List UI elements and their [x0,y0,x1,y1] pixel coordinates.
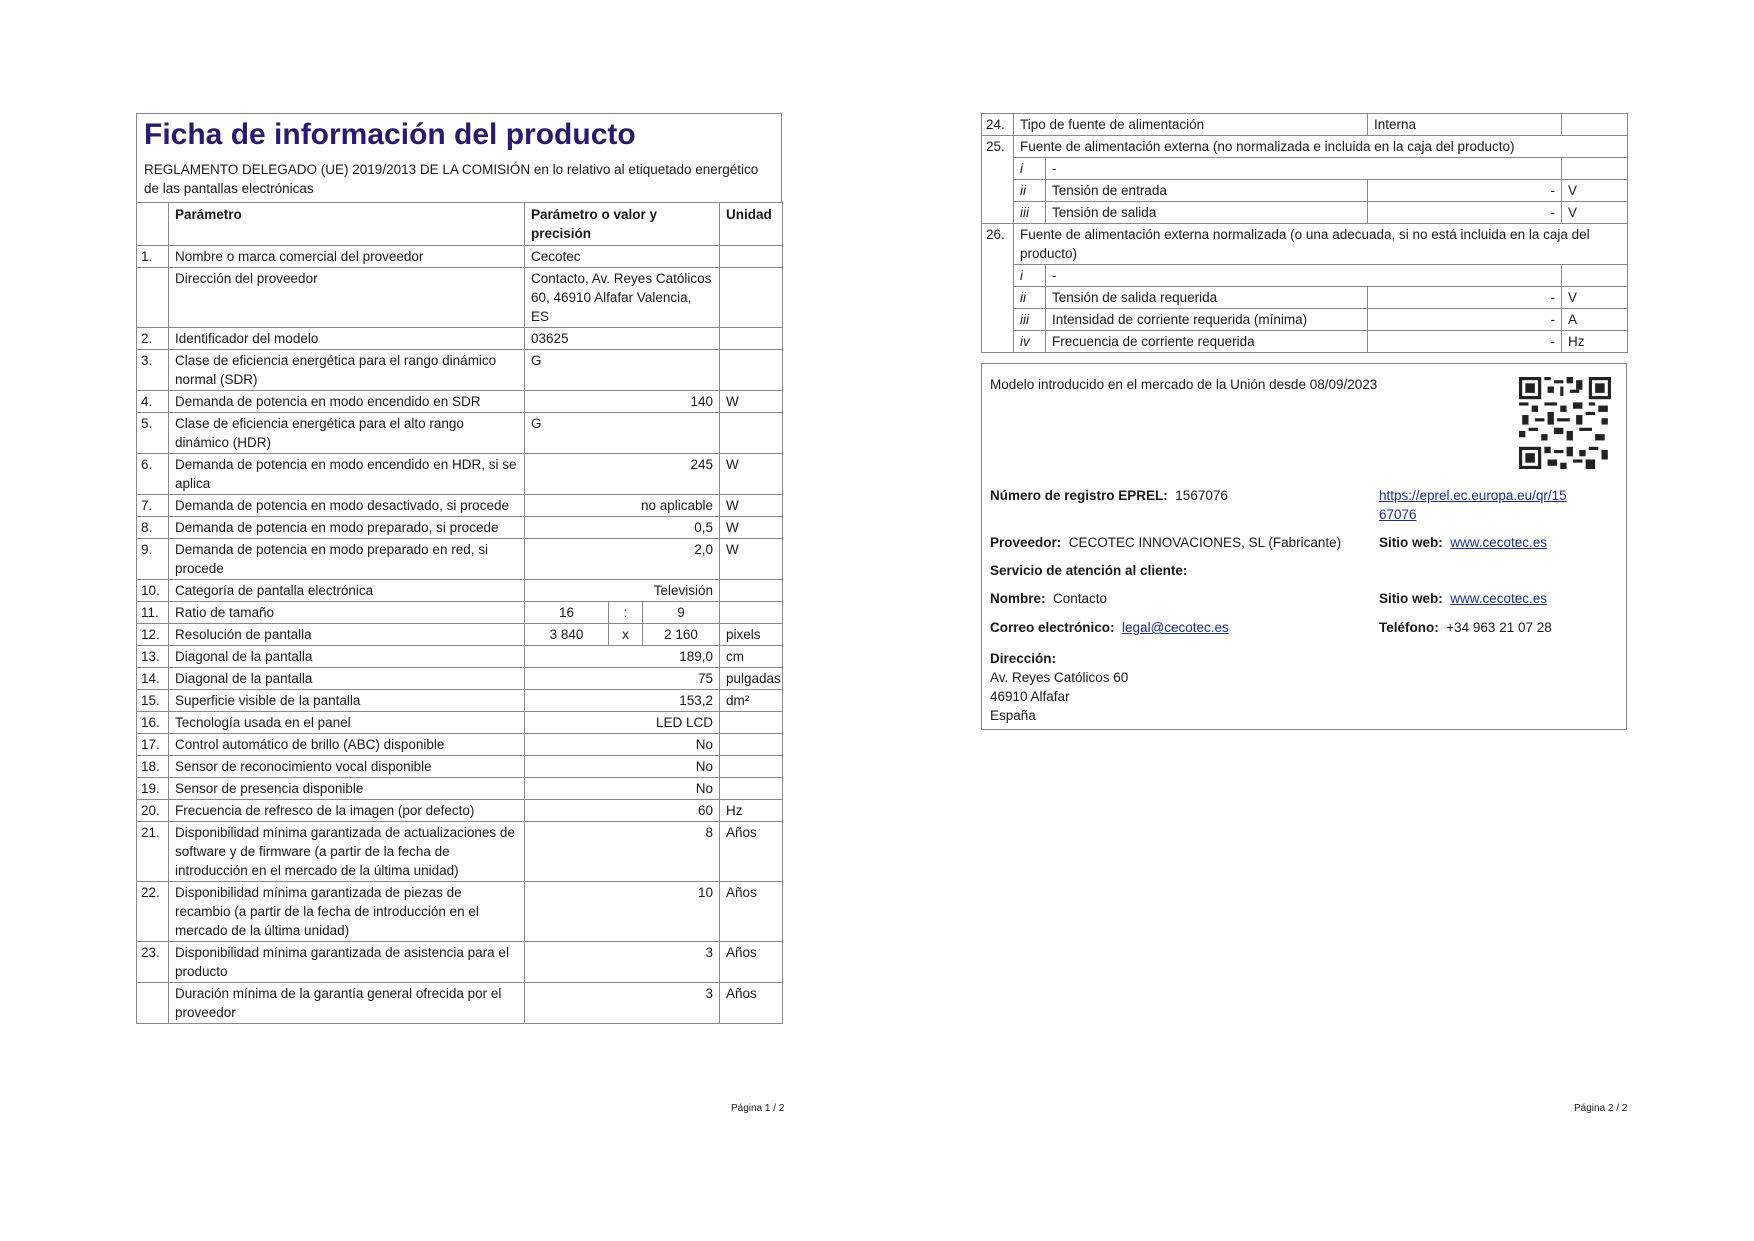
table-row [137,711,783,733]
row-value: Contacto, Av. Reyes Católicos 60, 46910 Alfafar Valencia, ES [525,267,720,327]
row-unit [1562,114,1628,136]
eprel-value: 1567076 [1175,488,1228,503]
row-unit: Años [720,881,783,941]
eprel-url-line-2[interactable]: 67076 [1379,507,1417,522]
supplier-label: Proveedor: [990,535,1062,550]
row-parameter: Fuente de alimentación externa normalizada (o una adecuada, si no está incluida en la caja del producto) [1014,224,1628,265]
row-value-b: 9 [643,601,720,623]
sub-unit: V [1562,287,1628,309]
row-parameter: Diagonal de la pantalla [169,667,525,689]
sub-value: - [1368,309,1562,331]
name-label: Nombre: [990,591,1046,606]
table-row [982,287,1628,309]
address-block [990,649,1128,725]
sub-value: - [1368,202,1562,224]
table-row [137,777,783,799]
row-unit [720,327,783,349]
row-unit: pulgadas [720,667,783,689]
row-value: G [525,349,720,390]
eprel-url-line-1[interactable]: https://eprel.ec.europa.eu/qr/15 [1379,488,1567,503]
row-number: 3. [137,349,169,390]
contact-phone [1379,618,1552,637]
row-parameter: Demanda de potencia en modo preparado, si procede [169,516,525,538]
row-number: 14. [137,667,169,689]
table-row [982,136,1628,158]
row-parameter: Demanda de potencia en modo desactivado, si procede [169,494,525,516]
row-number: 20. [137,799,169,821]
row-parameter: Disponibilidad mínima garantizada de asistencia para el producto [169,941,525,982]
table-row [137,494,783,516]
row-number: 6. [137,453,169,494]
address-line-2: 46910 Alfafar [990,689,1070,704]
row-number: 9. [137,538,169,579]
eprel-label: Número de registro EPREL: [990,488,1168,503]
header-unit: Unidad [720,202,783,245]
table-row [137,982,783,1023]
row-value: 189,0 [525,645,720,667]
row-number: 12. [137,623,169,645]
row-number: 2. [137,327,169,349]
row-value: G [525,412,720,453]
row-number: 25. [982,136,1014,224]
row-number: 26. [982,224,1014,353]
contact-name [990,589,1107,608]
table-row [982,265,1628,287]
row-number: 13. [137,645,169,667]
row-number: 7. [137,494,169,516]
sub-index: ii [1014,287,1046,309]
row-unit: pixels [720,623,783,645]
power-supply-body [982,114,1628,353]
row-value: Interna [1368,114,1562,136]
row-value: 03625 [525,327,720,349]
email-label: Correo electrónico: [990,620,1115,635]
table-row [137,516,783,538]
row-number: 17. [137,733,169,755]
row-parameter: Fuente de alimentación externa (no normalizada e incluida en la caja del producto) [1014,136,1628,158]
contact-email [990,618,1229,637]
row-unit [720,412,783,453]
row-parameter: Clase de eficiencia energética para el rango dinámico normal (SDR) [169,349,525,390]
table-row [982,202,1628,224]
row-value: 140 [525,390,720,412]
table-row [137,689,783,711]
row-number: 5. [137,412,169,453]
row-value: 245 [525,453,720,494]
sub-parameter: Tensión de salida [1046,202,1368,224]
row-number: 16. [137,711,169,733]
row-number: 11. [137,601,169,623]
sub-index: iii [1014,309,1046,331]
table-row [137,941,783,982]
table-row [137,821,783,881]
document-title: Ficha de información del producto [144,118,636,151]
row-value-a: 16 [525,601,609,623]
table-row [137,799,783,821]
row-number [137,982,169,1023]
row-number: 18. [137,755,169,777]
sub-unit: V [1562,180,1628,202]
table-row [982,331,1628,353]
qr-code-icon[interactable] [1519,377,1611,469]
website2-label: Sitio web: [1379,591,1443,606]
table-row [137,267,783,327]
table-row [137,755,783,777]
row-parameter: Disponibilidad mínima garantizada de piezas de recambio (a partir de la fecha de introducción en el mercado de la última unidad) [169,881,525,941]
row-number: 10. [137,579,169,601]
row-parameter: Identificador del modelo [169,327,525,349]
row-parameter: Sensor de presencia disponible [169,777,525,799]
table-row [137,349,783,390]
row-unit: W [720,516,783,538]
row-number: 15. [137,689,169,711]
sub-unit: Hz [1562,331,1628,353]
table-row [137,538,783,579]
row-value: Televisión [525,579,720,601]
table-body [137,245,783,1023]
row-unit [720,733,783,755]
row-parameter: Tipo de fuente de alimentación [1014,114,1368,136]
row-unit: dm² [720,689,783,711]
sub-parameter: - [1046,158,1562,180]
row-number: 21. [137,821,169,881]
row-unit [720,755,783,777]
sub-index: iii [1014,202,1046,224]
row-value-a: 3 840 [525,623,609,645]
table-row [137,667,783,689]
row-number: 22. [137,881,169,941]
table-row [137,327,783,349]
row-value: No [525,777,720,799]
sub-parameter: Frecuencia de corriente requerida [1046,331,1368,353]
page-footer-2: Página 2 / 2 [1574,1103,1628,1114]
service-website [1379,589,1547,608]
supplier-website [1379,533,1547,552]
table-row [982,114,1628,136]
row-parameter: Disponibilidad mínima garantizada de actualizaciones de software y de firmware (a partir de la fecha de introducción en el mercado de la última unidad) [169,821,525,881]
row-parameter: Diagonal de la pantalla [169,645,525,667]
row-value: No [525,733,720,755]
row-unit: Años [720,941,783,982]
row-parameter: Duración mínima de la garantía general ofrecida por el proveedor [169,982,525,1023]
sub-index: ii [1014,180,1046,202]
row-unit [720,245,783,267]
row-parameter: Superficie visible de la pantalla [169,689,525,711]
page-1 [136,113,782,1024]
row-parameter: Clase de eficiencia energética para el alto rango dinámico (HDR) [169,412,525,453]
header-param: Parámetro [169,202,525,245]
sub-parameter: Tensión de entrada [1046,180,1368,202]
row-value: 2,0 [525,538,720,579]
row-unit [720,267,783,327]
address-label: Dirección: [990,651,1057,666]
row-number: 24. [982,114,1014,136]
row-number: 1. [137,245,169,267]
sub-parameter: Tensión de salida requerida [1046,287,1368,309]
row-value-b: 2 160 [643,623,720,645]
row-value: 8 [525,821,720,881]
sub-parameter: Intensidad de corriente requerida (mínima) [1046,309,1368,331]
sub-unit [1562,158,1628,180]
eprel-info-box [981,363,1627,730]
table-row [137,453,783,494]
table-row [137,623,783,645]
row-value-separator: : [609,601,643,623]
table-row [137,645,783,667]
row-value: 3 [525,941,720,982]
row-unit [720,601,783,623]
table-row [137,601,783,623]
market-date: Modelo introducido en el mercado de la Unión desde 08/09/2023 [990,377,1378,392]
row-value: 153,2 [525,689,720,711]
sub-value: - [1368,180,1562,202]
row-unit: W [720,453,783,494]
eprel-registration [990,486,1228,505]
row-unit: W [720,390,783,412]
table-row [137,390,783,412]
sub-parameter: - [1046,265,1562,287]
sub-unit [1562,265,1628,287]
table-row [137,733,783,755]
row-number: 4. [137,390,169,412]
sub-index: iv [1014,331,1046,353]
row-parameter: Demanda de potencia en modo encendido en SDR [169,390,525,412]
table-row [137,412,783,453]
row-parameter: Ratio de tamaño [169,601,525,623]
row-value: 60 [525,799,720,821]
row-parameter: Demanda de potencia en modo encendido en HDR, si se aplica [169,453,525,494]
eprel-link[interactable] [1379,486,1567,524]
table-row [982,309,1628,331]
table-header-row [137,202,783,245]
website2-link[interactable]: www.cecotec.es [1450,591,1548,606]
row-value: No [525,755,720,777]
row-parameter: Sensor de reconocimiento vocal disponible [169,755,525,777]
row-unit: Hz [720,799,783,821]
row-unit: Años [720,982,783,1023]
website-link[interactable]: www.cecotec.es [1450,535,1548,550]
supplier-value: CECOTEC INNOVACIONES, SL (Fabricante) [1068,535,1342,550]
sub-value: - [1368,331,1562,353]
row-number: 23. [137,941,169,982]
row-parameter: Frecuencia de refresco de la imagen (por defecto) [169,799,525,821]
row-value: 75 [525,667,720,689]
row-value: 10 [525,881,720,941]
row-value: no aplicable [525,494,720,516]
row-number [137,267,169,327]
row-parameter: Tecnología usada en el panel [169,711,525,733]
power-supply-table [981,113,1628,353]
email-link[interactable]: legal@cecotec.es [1122,620,1229,635]
row-number: 19. [137,777,169,799]
table-row [137,579,783,601]
row-unit: W [720,494,783,516]
table-row [137,245,783,267]
sub-unit: V [1562,202,1628,224]
row-value: Cecotec [525,245,720,267]
row-unit [720,349,783,390]
row-unit [720,579,783,601]
row-number: 8. [137,516,169,538]
title-box [136,113,782,202]
address-line-1: Av. Reyes Católicos 60 [990,670,1129,685]
row-parameter: Dirección del proveedor [169,267,525,327]
sub-unit: A [1562,309,1628,331]
row-parameter: Demanda de potencia en modo preparado en red, si procede [169,538,525,579]
row-value: 0,5 [525,516,720,538]
document-subtitle: REGLAMENTO DELEGADO (UE) 2019/2013 DE LA COMISIÓN en lo relativo al etiquetado energético de las pantallas electrónicas [144,161,759,196]
page-footer-1: Página 1 / 2 [731,1103,785,1114]
page-2 [981,113,1627,730]
table-row [137,881,783,941]
table-row [982,180,1628,202]
row-unit: W [720,538,783,579]
row-parameter: Categoría de pantalla electrónica [169,579,525,601]
customer-service-label: Servicio de atención al cliente: [990,563,1188,578]
table-row [982,158,1628,180]
supplier [990,533,1341,552]
website-label: Sitio web: [1379,535,1443,550]
header-num [137,202,169,245]
sub-index: i [1014,265,1046,287]
row-value: LED LCD [525,711,720,733]
row-unit [720,711,783,733]
row-value-separator: x [609,623,643,645]
phone-value: +34 963 21 07 28 [1446,620,1552,635]
address-line-3: España [990,708,1036,723]
table-row [982,224,1628,265]
sub-value: - [1368,287,1562,309]
row-parameter: Control automático de brillo (ABC) disponible [169,733,525,755]
row-unit: Años [720,821,783,881]
header-value: Parámetro o valor y precisión [525,202,720,245]
sub-index: i [1014,158,1046,180]
row-unit [720,777,783,799]
product-info-table [136,202,783,1024]
row-unit: cm [720,645,783,667]
name-value: Contacto [1053,591,1108,606]
row-parameter: Resolución de pantalla [169,623,525,645]
phone-label: Teléfono: [1379,620,1439,635]
row-parameter: Nombre o marca comercial del proveedor [169,245,525,267]
row-value: 3 [525,982,720,1023]
